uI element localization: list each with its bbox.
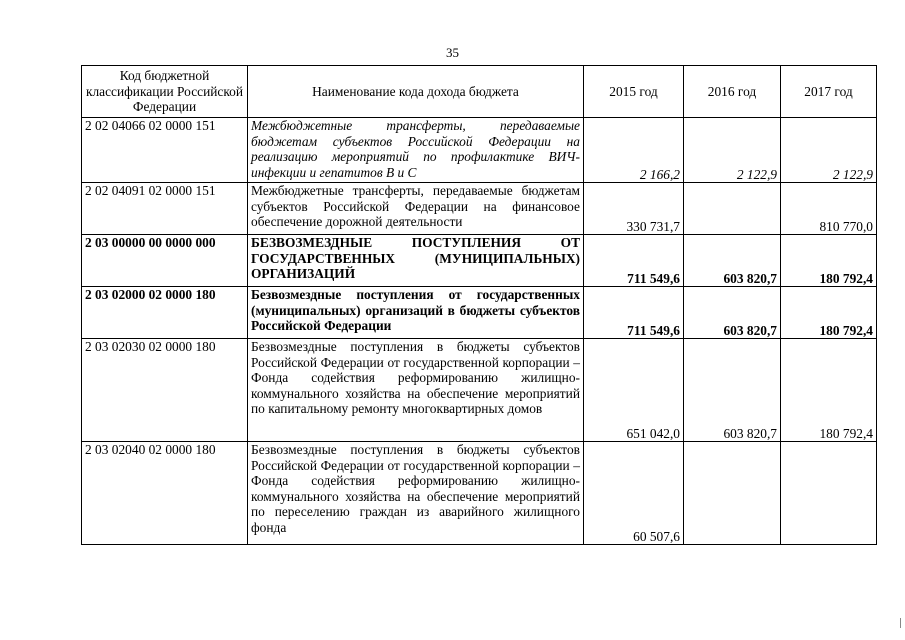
header-name: Наименование кода дохода бюджета <box>248 66 584 118</box>
row-2017: 180 792,4 <box>781 339 877 442</box>
row-name: Безвозмездные поступления в бюджеты субъектов Российской Федерации от государственной корпорации – Фонда содействия реформированию жилищно-коммунального хозяйства на обеспечение мероприятий по переселению граждан из аварийного жилищного фонда <box>248 442 584 545</box>
table-row <box>82 287 877 339</box>
header-2016: 2016 год <box>684 66 781 118</box>
scan-edge-mark <box>900 618 901 628</box>
row-code: 2 03 02030 02 0000 180 <box>82 339 248 442</box>
table-row <box>82 235 877 287</box>
budget-revenue-table <box>81 65 877 545</box>
row-code: 2 03 02000 02 0000 180 <box>82 287 248 339</box>
row-name: Безвозмездные поступления в бюджеты субъектов Российской Федерации от государственной корпорации – Фонда содействия реформированию жилищно-коммунального хозяйства на обеспечение мероприятий по капитальному ремонту многоквартирных домов <box>248 339 584 442</box>
header-code: Код бюджетной классификации Российской Федерации <box>82 66 248 118</box>
row-2017: 2 122,9 <box>781 118 877 183</box>
row-code: 2 02 04091 02 0000 151 <box>82 183 248 235</box>
row-code: 2 03 00000 00 0000 000 <box>82 235 248 287</box>
table-row <box>82 183 877 235</box>
row-2015: 60 507,6 <box>584 442 684 545</box>
row-2015: 2 166,2 <box>584 118 684 183</box>
row-2015: 330 731,7 <box>584 183 684 235</box>
header-2015: 2015 год <box>584 66 684 118</box>
row-2017: 180 792,4 <box>781 235 877 287</box>
row-code: 2 02 04066 02 0000 151 <box>82 118 248 183</box>
row-name: БЕЗВОЗМЕЗДНЫЕ ПОСТУПЛЕНИЯ ОТ ГОСУДАРСТВЕННЫХ (МУНИЦИПАЛЬНЫХ) ОРГАНИЗАЦИЙ <box>248 235 584 287</box>
row-code: 2 03 02040 02 0000 180 <box>82 442 248 545</box>
row-2016 <box>684 183 781 235</box>
row-2016: 603 820,7 <box>684 339 781 442</box>
row-name: Межбюджетные трансферты, передаваемые бюджетам субъектов Российской Федерации на реализацию мероприятий по профилактике ВИЧ-инфекции и гепатитов В и С <box>248 118 584 183</box>
row-2017: 810 770,0 <box>781 183 877 235</box>
table-row <box>82 118 877 183</box>
row-2017: 180 792,4 <box>781 287 877 339</box>
page-number: 35 <box>446 45 459 60</box>
row-2015: 711 549,6 <box>584 235 684 287</box>
row-name: Безвозмездные поступления от государственных (муниципальных) организаций в бюджеты субъектов Российской Федерации <box>248 287 584 339</box>
table-row <box>82 339 877 442</box>
row-2016 <box>684 442 781 545</box>
table-row <box>82 442 877 545</box>
row-2016: 603 820,7 <box>684 287 781 339</box>
row-2017 <box>781 442 877 545</box>
row-2016: 2 122,9 <box>684 118 781 183</box>
table-header-row <box>82 66 877 118</box>
row-2015: 651 042,0 <box>584 339 684 442</box>
row-2015: 711 549,6 <box>584 287 684 339</box>
header-2017: 2017 год <box>781 66 877 118</box>
row-2016: 603 820,7 <box>684 235 781 287</box>
row-name: Межбюджетные трансферты, передаваемые бюджетам субъектов Российской Федерации на финансовое обеспечение дорожной деятельности <box>248 183 584 235</box>
